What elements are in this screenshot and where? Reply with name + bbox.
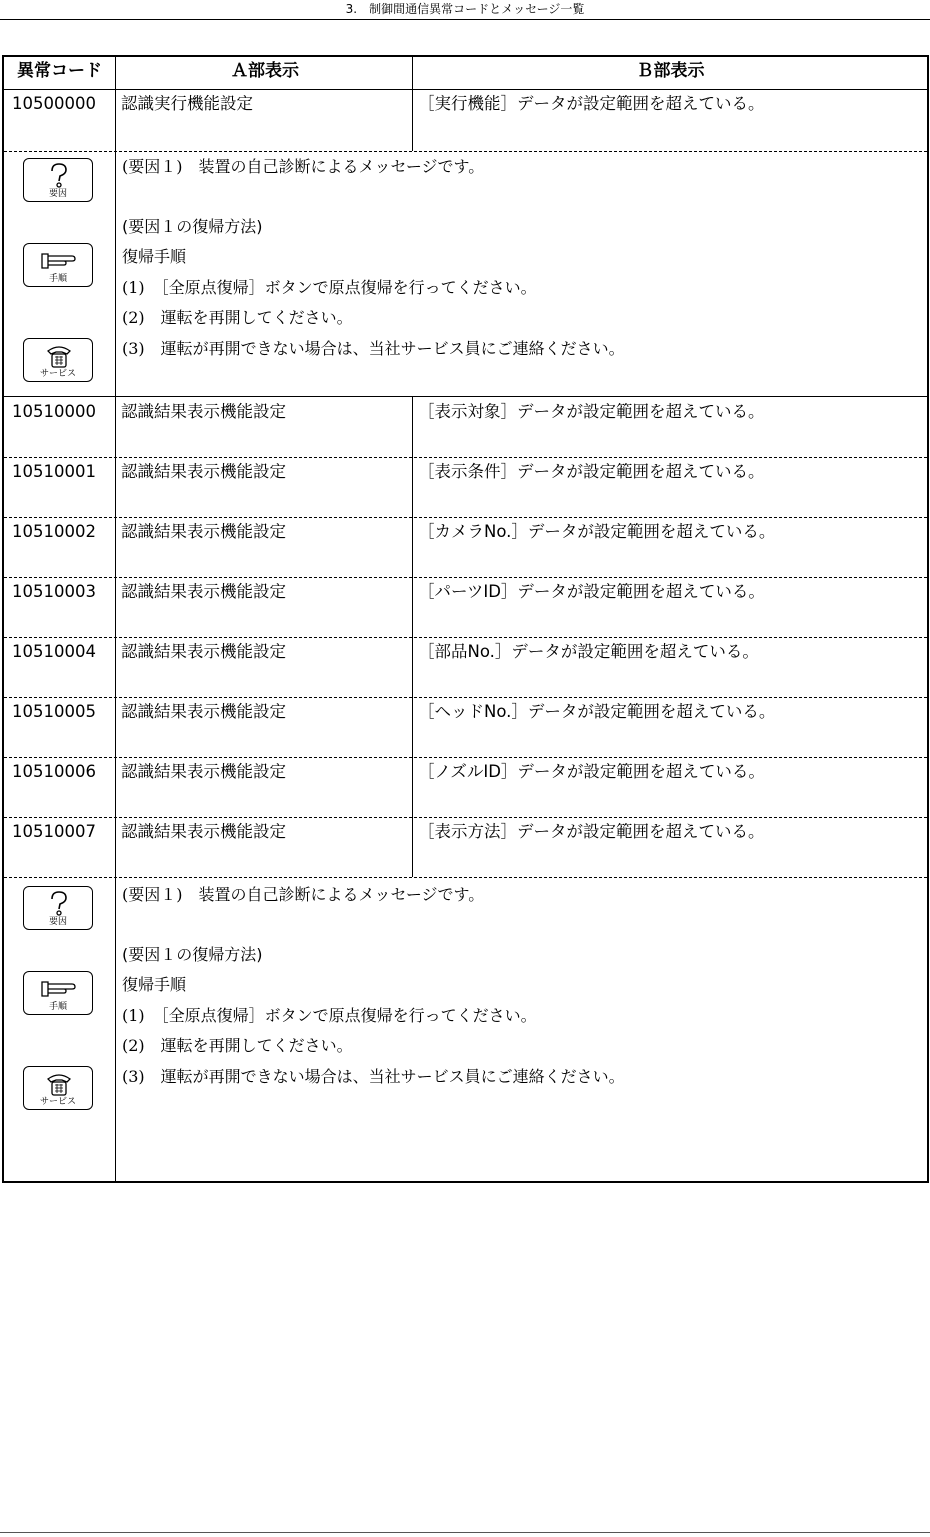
- error-code: 10510006: [12, 762, 96, 781]
- procedure-icon-label: 手順: [48, 1002, 67, 1012]
- procedure-step: (1) ［全原点復帰］ボタンで原点復帰を行ってください。: [122, 278, 537, 297]
- column-header-code: 異常コード: [17, 61, 102, 81]
- dashed-divider: [4, 457, 927, 458]
- cause-text: (要因１) 装置の自己診断によるメッセージです。: [122, 885, 485, 904]
- column-header-b: Ｂ部表示: [636, 61, 705, 81]
- procedure-step: (3) 運転が再開できない場合は、当社サービス員にご連絡ください。: [122, 1067, 625, 1086]
- a-display: 認識結果表示機能設定: [121, 402, 286, 421]
- a-display: 認識結果表示機能設定: [121, 462, 286, 481]
- dashed-divider: [4, 637, 927, 638]
- a-display: 認識結果表示機能設定: [121, 582, 286, 601]
- procedure-title: 復帰手順: [122, 247, 187, 266]
- cause-icon-label: 要因: [48, 917, 67, 927]
- footer-rule: [0, 1532, 930, 1533]
- dashed-divider: [4, 817, 927, 818]
- b-display: ［表示対象］データが設定範囲を超えている。: [418, 402, 765, 421]
- a-display: 認識結果表示機能設定: [121, 762, 286, 781]
- b-display: ［部品No.］データが設定範囲を超えている。: [418, 642, 759, 661]
- pointing-hand-icon: [24, 974, 94, 1004]
- recovery-title: (要因１の復帰方法): [122, 945, 263, 964]
- procedure-icon-box: [23, 243, 93, 287]
- column-divider-code: [115, 57, 116, 1181]
- error-code: 10510003: [12, 582, 96, 601]
- dashed-divider: [4, 757, 927, 758]
- a-display: 認識結果表示機能設定: [121, 702, 286, 721]
- page-title: 3. 制御間通信異常コードとメッセージ一覧: [345, 2, 585, 16]
- b-display: ［ノズルID］データが設定範囲を超えている。: [418, 762, 765, 781]
- group-divider: [4, 396, 927, 397]
- error-code: 10500000: [12, 94, 96, 113]
- dashed-divider: [4, 577, 927, 578]
- dashed-divider: [4, 877, 927, 878]
- header-divider: [4, 89, 927, 90]
- service-icon-box: [23, 338, 93, 382]
- b-display: ［カメラNo.］データが設定範囲を超えている。: [418, 522, 776, 541]
- dashed-divider: [4, 151, 927, 152]
- cause-icon-box: [23, 158, 93, 202]
- error-code-table: [2, 55, 929, 1183]
- error-code: 10510005: [12, 702, 96, 721]
- procedure-title: 復帰手順: [122, 975, 187, 994]
- error-code: 10510000: [12, 402, 96, 421]
- service-icon-box: [23, 1066, 93, 1110]
- error-code: 10510002: [12, 522, 96, 541]
- telephone-icon: [24, 341, 94, 371]
- dashed-divider: [4, 697, 927, 698]
- telephone-icon: [24, 1069, 94, 1099]
- service-icon-label: サービス: [39, 1097, 76, 1107]
- b-display: ［表示方法］データが設定範囲を超えている。: [418, 822, 765, 841]
- error-code: 10510007: [12, 822, 96, 841]
- b-display: ［ヘッドNo.］データが設定範囲を超えている。: [418, 702, 776, 721]
- procedure-step: (2) 運転を再開してください。: [122, 308, 353, 327]
- b-display: ［表示条件］データが設定範囲を超えている。: [418, 462, 765, 481]
- column-divider-a-group1: [412, 89, 413, 151]
- procedure-step: (1) ［全原点復帰］ボタンで原点復帰を行ってください。: [122, 1006, 537, 1025]
- page-header: [0, 0, 930, 20]
- a-display: 認識結果表示機能設定: [121, 822, 286, 841]
- column-header-a: Ａ部表示: [231, 61, 299, 81]
- error-code: 10510004: [12, 642, 96, 661]
- a-display: 認識結果表示機能設定: [121, 522, 286, 541]
- question-icon: [24, 889, 94, 919]
- a-display: 認識結果表示機能設定: [121, 642, 286, 661]
- cause-text: (要因１) 装置の自己診断によるメッセージです。: [122, 157, 485, 176]
- service-icon-label: サービス: [39, 369, 76, 379]
- procedure-icon-label: 手順: [48, 274, 67, 284]
- pointing-hand-icon: [24, 246, 94, 276]
- b-display: ［パーツID］データが設定範囲を超えている。: [418, 582, 765, 601]
- procedure-step: (2) 運転を再開してください。: [122, 1036, 353, 1055]
- dashed-divider: [4, 517, 927, 518]
- procedure-step: (3) 運転が再開できない場合は、当社サービス員にご連絡ください。: [122, 339, 625, 358]
- cause-icon-label: 要因: [48, 189, 67, 199]
- procedure-icon-box: [23, 971, 93, 1015]
- b-display: ［実行機能］データが設定範囲を超えている。: [418, 94, 765, 113]
- a-display: 認識実行機能設定: [121, 94, 253, 113]
- cause-icon-box: [23, 886, 93, 930]
- question-icon: [24, 161, 94, 191]
- recovery-title: (要因１の復帰方法): [122, 217, 263, 236]
- error-code: 10510001: [12, 462, 96, 481]
